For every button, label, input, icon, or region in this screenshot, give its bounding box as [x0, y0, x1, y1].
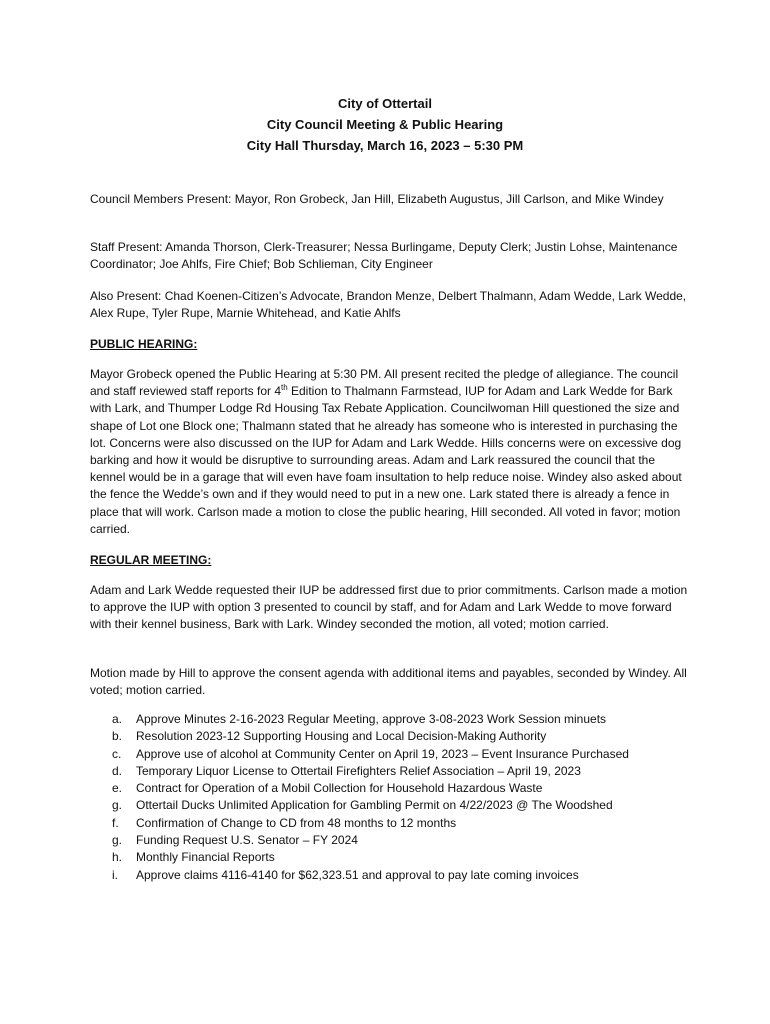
- header-meeting-type: City Council Meeting & Public Hearing: [266, 117, 504, 132]
- agenda-item-text: Confirmation of Change to CD from 48 months to 12 months: [136, 815, 457, 830]
- agenda-item-letter: c.: [112, 746, 122, 761]
- council-members-present: Council Members Present: Mayor, Ron Grobeck, Jan Hill, Elizabeth Augustus, Jill Carlson, and Mike Windey: [90, 192, 664, 206]
- public-hearing-text-part2: Edition to Thalmann Farmstead, IUP for Adam and Lark Wedde for Bark with Lark, and Thumper Lodge Rd Housing Tax Rebate Application. Councilwoman Hill questioned the size and shape of Lot one Block one; Thalmann stated that he already has someone who is interested in purchasing the lot. Concerns were also discussed on the IUP for Adam and Lark Wedde. Hills concerns were on excessive dog barking and how it would be disruptive to surrounding areas. Adam and Lark reassured the council that the kennel would be in a garage that will even have foam insultation to help reduce noise. Windey also asked about the fence the Wedde’s own and if they would need to put in a new one. Lark stated there is already a fence in place that will work. Carlson made a motion to close the public hearing, Hill seconded. All voted in favor; motion carried.: [90, 384, 682, 536]
- agenda-item-text: Resolution 2023-12 Supporting Housing and Local Decision-Making Authority: [136, 729, 547, 744]
- regular-meeting-paragraph-iup: Adam and Lark Wedde requested their IUP be addressed first due to prior commitments. Carlson made a motion to approve the IUP with option 3 presented to council by staff, and for Adam and Lark Wedde to move forward with their kennel business, Bark with Lark. Windey seconded the motion, all voted; motion carried.: [90, 583, 688, 632]
- agenda-item-letter: g.: [112, 798, 123, 813]
- agenda-item: [112, 832, 692, 849]
- agenda-item-text: Ottertail Ducks Unlimited Application for Gambling Permit on 4/22/2023 @ The Woodshed: [136, 798, 613, 813]
- agenda-item-text: Approve use of alcohol at Community Center on April 19, 2023 – Event Insurance Purchased: [136, 746, 629, 761]
- also-present: Also Present: Chad Koenen-Citizen’s Advocate, Brandon Menze, Delbert Thalmann, Adam Wedde, Lark Wedde, Alex Rupe, Tyler Rupe, Marnie Whitehead, and Katie Ahlfs: [90, 289, 687, 321]
- agenda-item-text: Funding Request U.S. Senator – FY 2024: [136, 833, 358, 848]
- agenda-item: [112, 728, 692, 745]
- agenda-item: [112, 815, 692, 832]
- public-hearing-paragraph: [90, 366, 690, 538]
- agenda-item: [112, 780, 692, 797]
- agenda-item: [112, 867, 692, 884]
- staff-present: Staff Present: Amanda Thorson, Clerk-Treasurer; Nessa Burlingame, Deputy Clerk; Justin Lohse, Maintenance Coordinator; Joe Ahlfs, Fire Chief; Bob Schlieman, City Engineer: [90, 240, 678, 272]
- agenda-item-text: Temporary Liquor License to Ottertail Firefighters Relief Association – April 19, 2023: [136, 763, 581, 778]
- agenda-item: [112, 763, 692, 780]
- agenda-item-text: Monthly Financial Reports: [136, 850, 275, 865]
- agenda-item: [112, 797, 692, 814]
- agenda-item-letter: b.: [112, 729, 123, 744]
- agenda-item: [112, 746, 692, 763]
- public-hearing-text-part1: Mayor Grobeck opened the Public Hearing at 5:30 PM. All present recited the pledge of allegiance. The council and staff reviewed staff reports for 4: [90, 367, 679, 399]
- agenda-item-text: Approve Minutes 2-16-2023 Regular Meeting, approve 3-08-2023 Work Session minuets: [136, 712, 607, 726]
- header-meeting-date: City Hall Thursday, March 16, 2023 – 5:30 PM: [246, 138, 524, 153]
- agenda-item-letter: d.: [112, 763, 123, 778]
- agenda-item-letter: a.: [112, 712, 123, 726]
- agenda-item-text: Contract for Operation of a Mobil Collection for Household Hazardous Waste: [136, 781, 543, 796]
- consent-agenda-list: [112, 711, 692, 884]
- agenda-item: [112, 849, 692, 866]
- agenda-item-letter: i.: [112, 867, 118, 882]
- header-city-name: City of Ottertail: [338, 96, 432, 111]
- agenda-item-letter: g.: [112, 833, 123, 848]
- ordinal-superscript: th: [281, 383, 288, 393]
- agenda-item-text: Approve claims 4116-4140 for $62,323.51 and approval to pay late coming invoices: [136, 867, 579, 882]
- agenda-item-letter: f.: [112, 815, 119, 830]
- agenda-item-letter: h.: [112, 850, 123, 865]
- agenda-item-letter: e.: [112, 781, 123, 796]
- regular-meeting-heading: REGULAR MEETING:: [90, 553, 212, 567]
- regular-meeting-paragraph-consent: Motion made by Hill to approve the consent agenda with additional items and payables, seconded by Windey. All voted; motion carried.: [90, 666, 687, 698]
- public-hearing-heading: PUBLIC HEARING:: [90, 337, 198, 351]
- agenda-item: [112, 711, 692, 728]
